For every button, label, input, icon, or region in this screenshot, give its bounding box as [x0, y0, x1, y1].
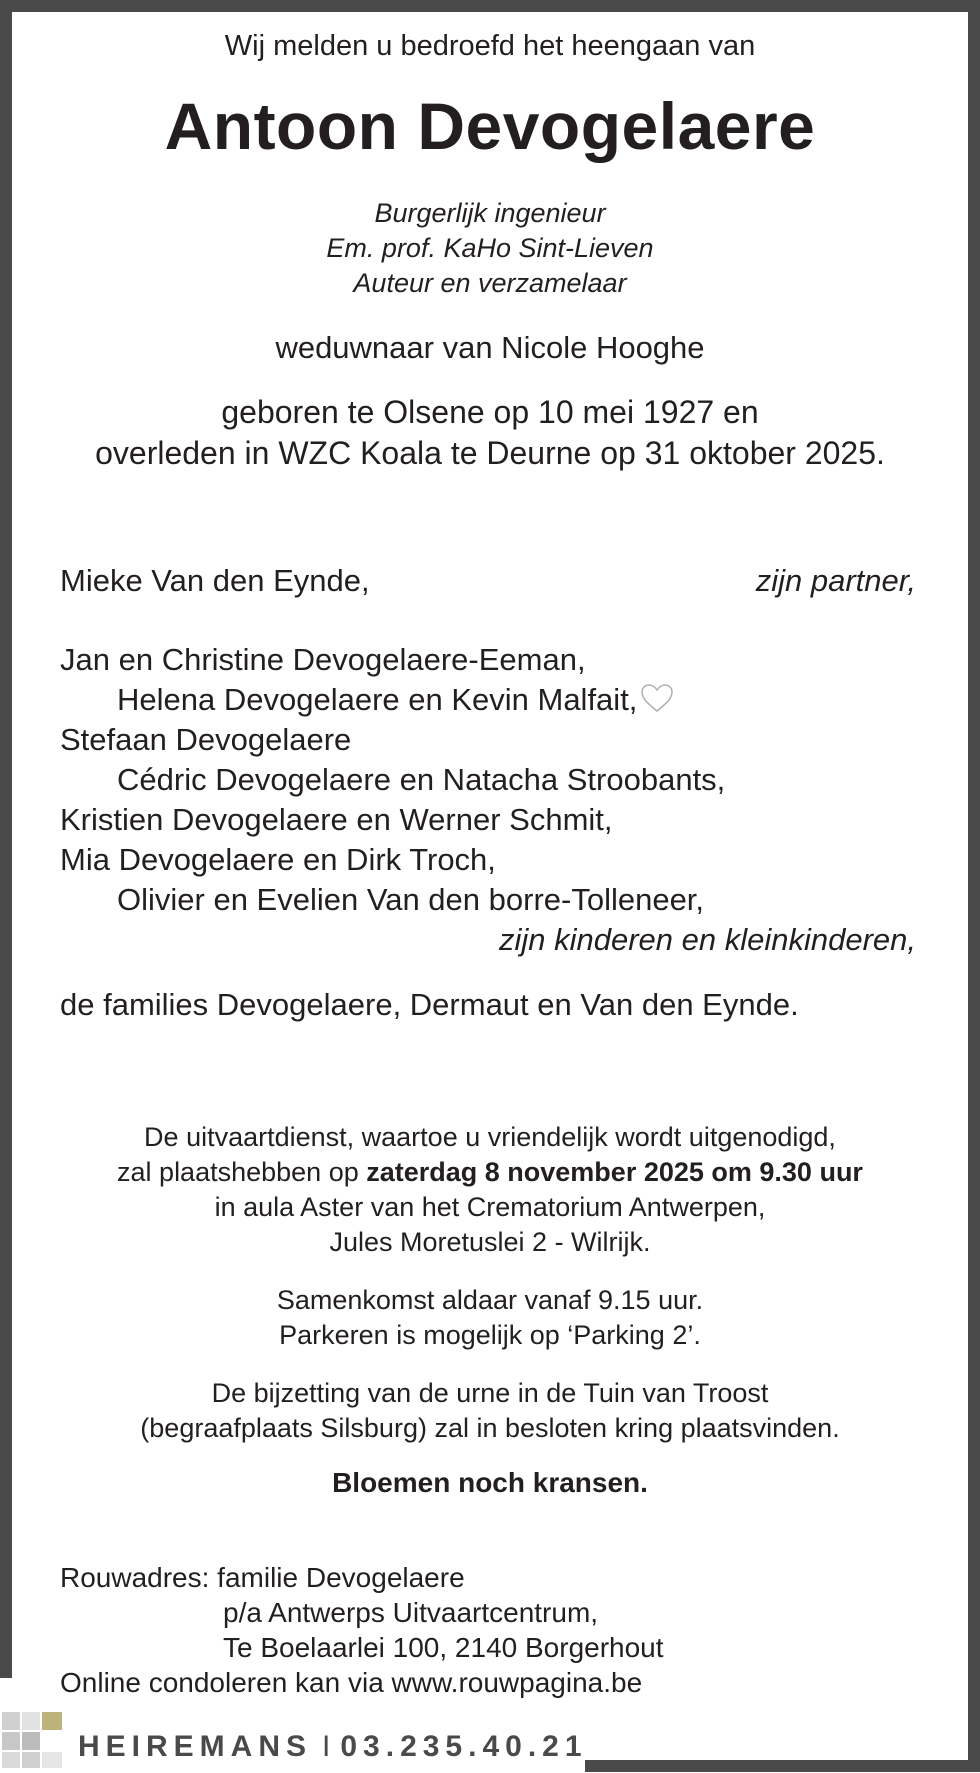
intro-text: Wij melden u bedroefd het heengaan van: [224, 30, 756, 62]
address-line: p/a Antwerps Uitvaartcentrum,: [223, 1597, 599, 1628]
partner-name: Mieke Van den Eynde,: [60, 563, 370, 598]
child-line: Stefaan Devogelaere: [60, 722, 352, 757]
death-line: overleden in WZC Koala te Deurne op 31 oktober 2025.: [95, 435, 885, 471]
online-condolence-line: Online condoleren kan via www.rouwpagina.be: [60, 1667, 643, 1698]
service-line: De uitvaartdienst, waartoe u vriendelijk wordt uitgenodigd,: [144, 1122, 836, 1152]
brand-name: HEIREMANS: [78, 1730, 313, 1763]
brand-phone: 03.235.40.21: [340, 1730, 588, 1763]
child-line: Mia Devogelaere en Dirk Troch,: [60, 842, 496, 877]
frame-top-border: [0, 0, 980, 12]
address-line: Te Boelaarlei 100, 2140 Borgerhout: [223, 1632, 664, 1663]
brand-footer: [78, 1730, 588, 1764]
heart-icon: [639, 682, 675, 722]
service-date-prefix: zal plaatshebben op: [117, 1157, 367, 1187]
partner-role: zijn partner,: [755, 563, 916, 598]
deceased-name: Antoon Devogelaere: [164, 89, 816, 163]
frame-right-border: [968, 0, 980, 1772]
child-line: Jan en Christine Devogelaere-Eeman,: [60, 642, 586, 677]
frame-bottom-border: [585, 1760, 980, 1772]
gathering-line: Samenkomst aldaar vanaf 9.15 uur.: [276, 1285, 704, 1315]
urn-line: (begraafplaats Silsburg) zal in besloten kring plaatsvinden.: [140, 1413, 840, 1443]
service-line: Jules Moretuslei 2 - Wilrijk.: [329, 1227, 651, 1257]
title-line: Auteur en verzamelaar: [353, 268, 627, 298]
child-line: Kristien Devogelaere en Werner Schmit,: [60, 802, 613, 837]
flowers-note: Bloemen noch kransen.: [332, 1467, 648, 1498]
grandchild-line: Cédric Devogelaere en Natacha Stroobants,: [117, 762, 726, 797]
frame-left-border: [0, 0, 12, 1678]
address-block: [60, 1560, 664, 1700]
service-date-line: [12, 1155, 968, 1190]
title-line: Burgerlijk ingenieur: [374, 198, 606, 228]
heiremans-logo-icon: [2, 1712, 62, 1768]
titles-block: [12, 196, 968, 301]
title-line: Em. prof. KaHo Sint-Lieven: [326, 233, 654, 263]
children-role: zijn kinderen en kleinkinderen,: [498, 922, 916, 957]
parking-line: Parkeren is mogelijk op ‘Parking 2’.: [279, 1320, 701, 1350]
urn-line: De bijzetting van de urne in de Tuin van Troost: [211, 1378, 769, 1408]
birth-line: geboren te Olsene op 10 mei 1927 en: [221, 394, 759, 430]
urn-block: [12, 1376, 968, 1446]
bio-block: [12, 392, 968, 474]
grandchild-text: Helena Devogelaere en Kevin Malfait,: [117, 682, 638, 718]
service-date: zaterdag 8 november 2025 om 9.30 uur: [366, 1157, 863, 1187]
grandchild-line: Olivier en Evelien Van den borre-Tolleneer,: [117, 882, 705, 917]
spouse-text: weduwnaar van Nicole Hooghe: [275, 330, 705, 365]
gathering-block: [12, 1283, 968, 1353]
families-line: de families Devogelaere, Dermaut en Van den Eynde.: [60, 987, 799, 1022]
address-line: Rouwadres: familie Devogelaere: [60, 1562, 465, 1593]
brand-separator: I: [322, 1730, 331, 1763]
grandchild-line: [117, 682, 675, 722]
service-block: [12, 1120, 968, 1260]
service-line: in aula Aster van het Crematorium Antwerpen,: [214, 1192, 766, 1222]
